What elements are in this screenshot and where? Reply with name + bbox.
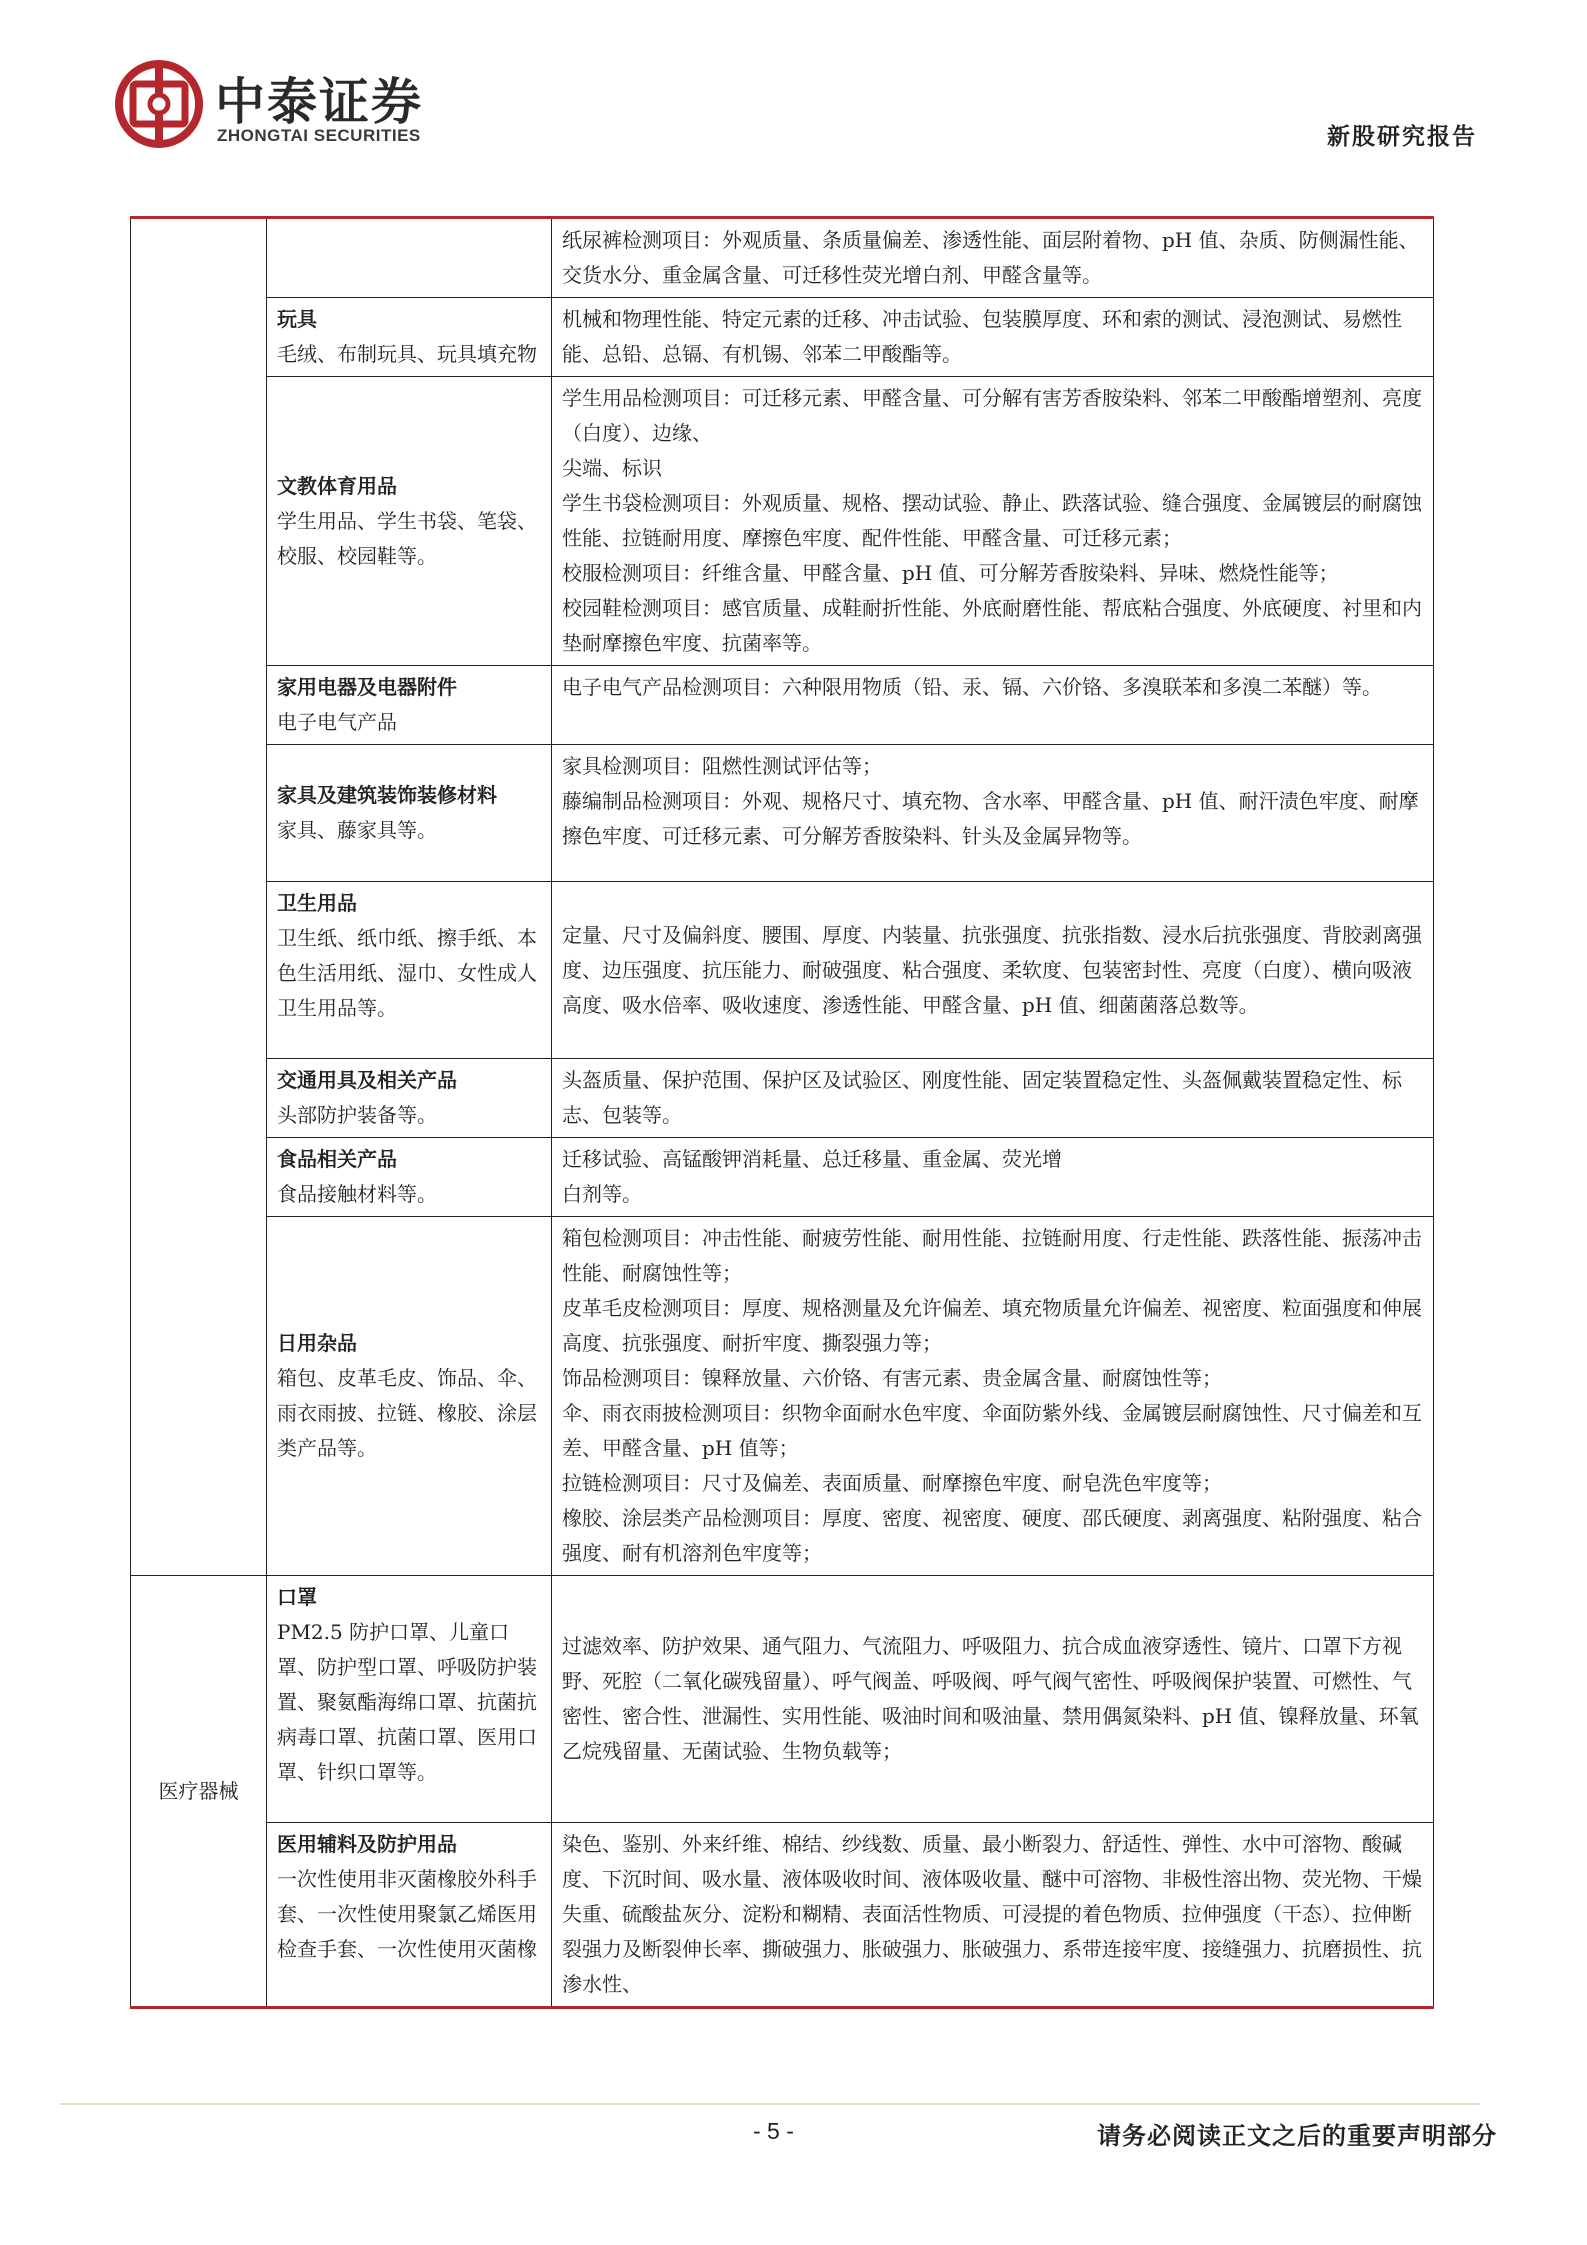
detail-text: 学生书袋检测项目：外观质量、规格、摆动试验、静止、跌落试验、缝合强度、金属镀层的耐腐蚀性能、拉链耐用度、摩擦色牢度、配件性能、甲醛含量、可迁移元素；	[562, 491, 1422, 550]
detail-text: 伞、雨衣雨披检测项目：织物伞面耐水色牢度、伞面防紫外线、金属镀层耐腐蚀性、尺寸偏差和互差、甲醛含量、pH 值等；	[562, 1401, 1422, 1460]
details-cell	[552, 298, 1434, 377]
product-cell	[267, 882, 552, 1059]
product-cell	[267, 666, 552, 745]
product-cell	[267, 218, 552, 298]
product-desc: PM2.5 防护口罩、儿童口罩、防护型口罩、呼吸防护装置、聚氨酯海绵口罩、抗菌抗病毒口罩、抗菌口罩、医用口罩、针织口罩等。	[277, 1620, 537, 1784]
product-title: 文教体育用品	[277, 473, 397, 498]
product-desc: 家具、藤家具等。	[277, 818, 437, 842]
details-cell	[552, 1138, 1434, 1217]
table-row	[131, 298, 1434, 377]
product-title: 医用辅料及防护用品	[277, 1832, 457, 1856]
detail-text: 橡胶、涂层类产品检测项目：厚度、密度、视密度、硬度、邵氏硬度、剥离强度、粘附强度、粘合强度、耐有机溶剂色牢度等；	[562, 1506, 1422, 1565]
product-cell	[267, 377, 552, 666]
disclaimer-note: 请务必阅读正文之后的重要声明部分	[1097, 2122, 1497, 2150]
product-cell	[267, 745, 552, 882]
product-desc: 箱包、皮革毛皮、饰品、伞、雨衣雨披、拉链、橡胶、涂层类产品等。	[277, 1366, 537, 1460]
product-desc: 电子电气产品	[277, 710, 397, 734]
product-title: 交通用具及相关产品	[277, 1068, 457, 1092]
category-label: 医疗器械	[158, 1778, 239, 1803]
product-title: 食品相关产品	[277, 1147, 397, 1171]
brand-name-cn: 中泰证券	[215, 73, 423, 131]
product-cell	[267, 1138, 552, 1217]
detail-text: 校园鞋检测项目：感官质量、成鞋耐折性能、外底耐磨性能、帮底粘合强度、外底硬度、衬里和内垫耐摩擦色牢度、抗菌率等。	[562, 596, 1422, 655]
product-cell	[267, 1217, 552, 1576]
product-title: 日用杂品	[277, 1331, 357, 1355]
table-row	[131, 666, 1434, 745]
product-title: 玩具	[277, 307, 317, 331]
brand-name-en: ZHONGTAI SECURITIES	[217, 126, 421, 145]
detail-text: 藤编制品检测项目：外观、规格尺寸、填充物、含水率、甲醛含量、pH 值、耐汗渍色牢度、耐摩擦色牢度、可迁移元素、可分解芳香胺染料、针头及金属异物等。	[562, 789, 1419, 848]
table-row	[131, 218, 1434, 298]
detail-text: 皮革毛皮检测项目：厚度、规格测量及允许偏差、填充物质量允许偏差、视密度、粒面强度和伸展高度、抗张强度、耐折牢度、撕裂强力等；	[562, 1296, 1422, 1355]
product-desc: 卫生纸、纸巾纸、擦手纸、本色生活用纸、湿巾、女性成人卫生用品等。	[277, 926, 537, 1020]
inspection-items-table	[130, 216, 1434, 2009]
product-desc: 学生用品、学生书袋、笔袋、校服、校园鞋等。	[277, 508, 537, 568]
category-cell	[131, 218, 267, 1576]
detail-text: 机械和物理性能、特定元素的迁移、冲击试验、包装膜厚度、环和索的测试、浸泡测试、易燃性能、总铅、总镉、有机锡、邻苯二甲酸酯等。	[562, 307, 1402, 366]
detail-text: 电子电气产品检测项目：六种限用物质（铅、汞、镉、六价铬、多溴联苯和多溴二苯醚）等。	[562, 675, 1382, 699]
details-cell	[552, 377, 1434, 666]
product-desc: 毛绒、布制玩具、玩具填充物	[277, 342, 537, 366]
brand-logo	[115, 60, 475, 165]
detail-text: 拉链检测项目：尺寸及偏差、表面质量、耐摩擦色牢度、耐皂洗色牢度等；	[562, 1471, 1222, 1495]
details-cell	[552, 666, 1434, 745]
table-row	[131, 882, 1434, 1059]
product-title: 卫生用品	[277, 891, 357, 915]
product-title: 家具及建筑装饰装修材料	[277, 783, 497, 807]
product-title: 口罩	[277, 1585, 317, 1609]
details-cell	[552, 745, 1434, 882]
detail-text: 学生用品检测项目：可迁移元素、甲醛含量、可分解有害芳香胺染料、邻苯二甲酸酯增塑剂、亮度（白度）、边缘、	[562, 386, 1422, 445]
category-cell	[131, 1576, 267, 2008]
zhongtai-logo-icon	[115, 60, 203, 148]
detail-text: 迁移试验、高锰酸钾消耗量、总迁移量、重金属、荧光增	[562, 1147, 1062, 1171]
details-cell	[552, 1576, 1434, 1823]
detail-text: 校服检测项目：纤维含量、甲醛含量、pH 值、可分解芳香胺染料、异味、燃烧性能等；	[562, 561, 1339, 585]
table-row	[131, 1576, 1434, 1823]
product-cell	[267, 1823, 552, 2008]
detail-text: 头盔质量、保护范围、保护区及试验区、刚度性能、固定装置稳定性、头盔佩戴装置稳定性、标志、包装等。	[562, 1068, 1402, 1127]
inspection-items-table-wrapper	[130, 216, 1433, 2009]
product-cell	[267, 1059, 552, 1138]
product-cell	[267, 298, 552, 377]
detail-text: 饰品检测项目：镍释放量、六价铬、有害元素、贵金属含量、耐腐蚀性等；	[562, 1366, 1222, 1390]
detail-text: 白剂等。	[562, 1182, 642, 1206]
product-desc: 一次性使用非灭菌橡胶外科手套、一次性使用聚氯乙烯医用检查手套、一次性使用灭菌橡	[277, 1867, 537, 1961]
table-row	[131, 377, 1434, 666]
table-row	[131, 1823, 1434, 2008]
footer-divider	[60, 2103, 1480, 2105]
detail-text: 箱包检测项目：冲击性能、耐疲劳性能、耐用性能、拉链耐用度、行走性能、跌落性能、振荡冲击性能、耐腐蚀性等；	[562, 1226, 1422, 1285]
table-row	[131, 1059, 1434, 1138]
product-cell	[267, 1576, 552, 1823]
details-cell	[552, 1217, 1434, 1576]
details-cell	[552, 218, 1434, 298]
detail-text: 定量、尺寸及偏斜度、腰围、厚度、内装量、抗张强度、抗张指数、浸水后抗张强度、背胶剥离强度、边压强度、抗压能力、耐破强度、粘合强度、柔软度、包装密封性、亮度（白度）、横向吸液高度、吸水倍率、吸收速度、渗透性能、甲醛含量、pH 值、细菌菌落总数等。	[562, 922, 1422, 1017]
page-header	[0, 0, 1587, 200]
detail-text: 过滤效率、防护效果、通气阻力、气流阻力、呼吸阻力、抗合成血液穿透性、镜片、口罩下方视野、死腔（二氧化碳残留量）、呼气阀盖、呼吸阀、呼气阀气密性、呼吸阀保护装置、可燃性、气密性、密合性、泄漏性、实用性能、吸油时间和吸油量、禁用偶氮染料、pH 值、镍释放量、环氧乙烷残留量、无菌试验、生物负载等；	[562, 1634, 1419, 1763]
detail-text: 纸尿裤检测项目：外观质量、条质量偏差、渗透性能、面层附着物、pH 值、杂质、防侧漏性能、交货水分、重金属含量、可迁移性荧光增白剂、甲醛含量等。	[562, 228, 1419, 287]
table-row	[131, 1217, 1434, 1576]
details-cell	[552, 1823, 1434, 2008]
table-row	[131, 745, 1434, 882]
detail-text: 尖端、标识	[562, 456, 662, 480]
details-cell	[552, 882, 1434, 1059]
table-row	[131, 1138, 1434, 1217]
product-desc: 头部防护装备等。	[277, 1103, 437, 1127]
details-cell	[552, 1059, 1434, 1138]
report-type-label: 新股研究报告	[1327, 124, 1477, 150]
product-desc: 食品接触材料等。	[277, 1182, 437, 1206]
detail-text: 家具检测项目：阻燃性测试评估等；	[562, 754, 882, 778]
detail-text: 染色、鉴别、外来纤维、棉结、纱线数、质量、最小断裂力、舒适性、弹性、水中可溶物、酸碱度、下沉时间、吸水量、液体吸收时间、液体吸收量、醚中可溶物、非极性溶出物、荧光物、干燥失重、硫酸盐灰分、淀粉和糊精、表面活性物质、可浸提的着色物质、拉伸强度（干态）、拉伸断裂强力及断裂伸长率、撕破强力、胀破强力、胀破强力、系带连接牢度、接缝强力、抗磨损性、抗渗水性、	[562, 1832, 1422, 1996]
page-number: - 5 -	[753, 2118, 794, 2144]
product-title: 家用电器及电器附件	[277, 675, 457, 699]
